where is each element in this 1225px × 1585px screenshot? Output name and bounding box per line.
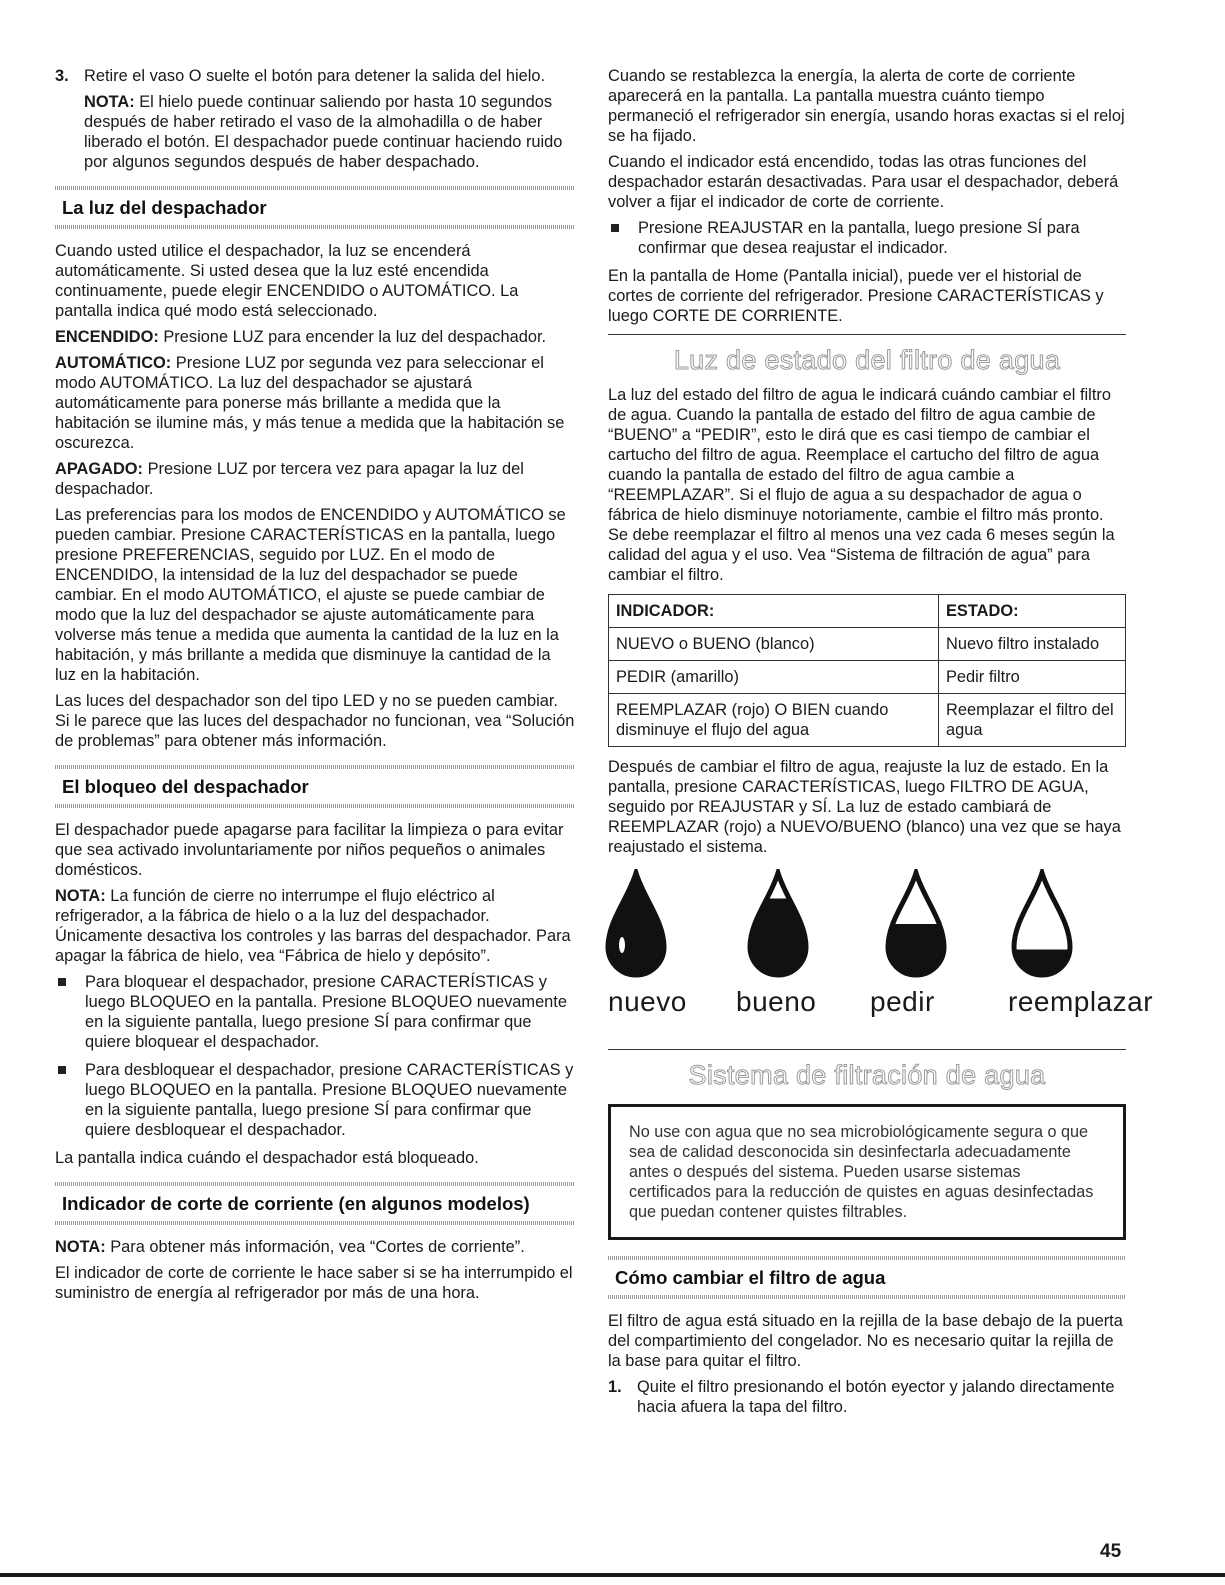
- table-cell: REEMPLAZAR (rojo) O BIEN cuando disminuye el flujo del agua: [609, 694, 939, 747]
- paragraph: Cuando usted utilice el despachador, la luz se encenderá automáticamente. Si usted desea que la luz esté encendida continuamente, puede elegir ENCENDIDO o AUTOMÁTICO. La pantalla indica qué modo está seleccionado.: [55, 242, 519, 320]
- step-number: 1.: [608, 1378, 622, 1396]
- paragraph: El indicador de corte de corriente le hace saber si se ha interrumpido el suministro de energía al refrigerador por más de una hora.: [55, 1264, 573, 1302]
- paragraph: El despachador puede apagarse para facilitar la limpieza o para evitar que sea activado involuntariamente por niños pequeños o animales domésticos.: [55, 821, 564, 879]
- right-column: [608, 66, 1154, 1423]
- table-header: ESTADO:: [939, 595, 1126, 628]
- paragraph: [55, 353, 575, 453]
- paragraph: [55, 1237, 575, 1257]
- paragraph: [55, 327, 575, 347]
- step-3: [55, 66, 575, 172]
- drop-label: pedir: [870, 986, 935, 1017]
- table-row: [609, 628, 1126, 661]
- note-text: El hielo puede continuar saliendo por hasta 10 segundos después de haber retirado el vaso de la almohadilla o de haber liberado el botón. El despachador puede continuar haciendo ruido por algunos segundos después de haber despachado.: [84, 93, 563, 171]
- table-row: [609, 694, 1126, 747]
- paragraph: El filtro de agua está situado en la rejilla de la base debajo de la puerta del compartimiento del congelador. No es necesario quitar la rejilla de la base para quitar el filtro.: [608, 1312, 1123, 1370]
- table-cell: PEDIR (amarillo): [609, 661, 939, 694]
- step-text: Quite el filtro presionando el botón eyector y jalando directamente hacia afuera la tapa del filtro.: [637, 1378, 1115, 1416]
- bullet-text: Para bloquear el despachador, presione CARACTERÍSTICAS y luego BLOQUEO en la pantalla. Presione BLOQUEO nuevamente en la siguiente pantalla, luego presione SÍ para confirmar que quiere bloquear el despachador.: [85, 973, 567, 1051]
- section-heading-corte: Indicador de corte de corriente (en algunos modelos): [55, 1182, 575, 1225]
- section-divider: [608, 334, 1126, 335]
- warning-box: [608, 1104, 1126, 1240]
- table-header-row: [609, 595, 1126, 628]
- step-1: [608, 1377, 1126, 1417]
- paragraph: Cuando el indicador está encendido, todas las otras funciones del despachador estarán desactivadas. Para usar el despachador, deberá volver a fijar el indicador de corte de corriente.: [608, 153, 1119, 211]
- paragraph: Cuando se restablezca la energía, la alerta de corte de corriente aparecerá en la pantalla. La pantalla muestra cuánto tiempo permaneció el refrigerador sin energía, usando horas exactas si el reloj se ha fijado.: [608, 67, 1125, 145]
- drop-label: bueno: [736, 986, 817, 1017]
- term-text: Presione LUZ para encender la luz del despachador.: [158, 328, 547, 346]
- drop-label: reemplazar: [1008, 986, 1154, 1017]
- drop-fill-level: [884, 924, 948, 977]
- bullet-text: Para desbloquear el despachador, presione CARACTERÍSTICAS y luego BLOQUEO en la pantalla. Presione BLOQUEO nuevamente en la siguiente pantalla, luego presione SÍ para confirmar que quiere desbloquear el despachador.: [85, 1061, 574, 1139]
- step-number: 3.: [55, 67, 69, 85]
- page-number: 45: [1100, 1541, 1122, 1562]
- table-cell: Pedir filtro: [939, 661, 1126, 694]
- paragraph: [55, 459, 575, 499]
- bullet-square-icon: [611, 224, 619, 232]
- bullet-square-icon: [58, 1066, 66, 1074]
- section-heading-bloqueo: El bloqueo del despachador: [55, 765, 575, 808]
- step-text: Retire el vaso O suelte el botón para detener la salida del hielo.: [84, 67, 546, 85]
- section-title-filter-light: Luz de estado del filtro de agua: [673, 345, 1061, 375]
- left-column: [55, 66, 575, 1309]
- bullet-item: [608, 218, 1126, 258]
- section-divider: [608, 1049, 1126, 1050]
- drop-label: nuevo: [608, 986, 687, 1017]
- term-label: APAGADO:: [55, 460, 144, 478]
- paragraph: Después de cambiar el filtro de agua, reajuste la luz de estado. En la pantalla, presione CARACTERÍSTICAS, luego FILTRO DE AGUA, seguido por REAJUSTAR y SÍ. La luz de estado cambiará de REEMPLAZAR (rojo) a NUEVO/BUENO (blanco) una vez que se haya reajustado el sistema.: [608, 758, 1121, 856]
- bullet-item: [55, 972, 575, 1052]
- term-text: Presione LUZ por tercera vez para apagar la luz del despachador.: [55, 460, 524, 498]
- table-cell: Nuevo filtro instalado: [939, 628, 1126, 661]
- table-cell: NUEVO o BUENO (blanco): [609, 628, 939, 661]
- paragraph: La luz del estado del filtro de agua le indicará cuándo cambiar el filtro de agua. Cuando la pantalla de estado del filtro de agua cambie de “BUENO” a “PEDIR”, esto le dirá que es casi tiempo de cambiar el cartucho del filtro de agua. Reemplace el cartucho del filtro de agua cuando la pantalla de estado del filtro de agua cambie a “REEMPLAZAR”. Si el flujo de agua a su despachador de agua o fábrica de hielo disminuye notoriamente, cambie el filtro más pronto. Se debe reemplazar el filtro al menos una vez cada 6 meses según la calidad del agua y el uso. Vea “Sistema de filtración de agua” para cambiar el filtro.: [608, 386, 1115, 584]
- section-heading-luz: La luz del despachador: [55, 186, 575, 229]
- note: [84, 92, 575, 172]
- term-text: Presione LUZ por segunda vez para seleccionar el modo AUTOMÁTICO. La luz del despachador se ajustará automáticamente para ponerse más brillante a medida que la habitación se ilumine más, y más tenue a medida que la habitación se oscurezca.: [55, 354, 565, 452]
- filter-status-table: [608, 594, 1126, 747]
- note-label: NOTA:: [84, 93, 135, 111]
- table-row: [609, 661, 1126, 694]
- bullet-item: [55, 1060, 575, 1140]
- table-header: INDICADOR:: [609, 595, 939, 628]
- bullet-text: Presione REAJUSTAR en la pantalla, luego presione SÍ para confirmar que desea reajustar el indicador.: [638, 219, 1080, 257]
- section-heading-change-filter: Cómo cambiar el filtro de agua: [608, 1256, 1126, 1299]
- warning-text: No use con agua que no sea microbiológicamente segura o que sea de calidad desconocida sin desinfectarla adecuadamente antes o después del sistema. Pueden usarse sistemas certificados para la reducción de quistes en aguas desinfectadas que puedan contener quistes filtrables.: [629, 1123, 1094, 1221]
- note-label: NOTA:: [55, 887, 106, 905]
- water-drop-icon: [884, 869, 948, 981]
- note-label: NOTA:: [55, 1238, 106, 1256]
- paragraph: [55, 886, 575, 966]
- note-text: La función de cierre no interrumpe el flujo eléctrico al refrigerador, a la fábrica de hielo o a la luz del despachador. Únicamente desactiva los controles y las barras del despachador. Para apagar la fábrica de hielo, vea “Fábrica de hielo y depósito”.: [55, 887, 571, 965]
- note-text: Para obtener más información, vea “Cortes de corriente”.: [105, 1238, 525, 1256]
- table-cell: Reemplazar el filtro del agua: [939, 694, 1126, 747]
- bottom-rule: [0, 1573, 1225, 1577]
- bullet-square-icon: [58, 978, 66, 986]
- filter-status-drops: [608, 869, 1154, 1029]
- term-label: ENCENDIDO:: [55, 328, 159, 346]
- paragraph: Las preferencias para los modos de ENCENDIDO y AUTOMÁTICO se pueden cambiar. Presione CARACTERÍSTICAS en la pantalla, luego presione PREFERENCIAS, seguido por LUZ. En el modo de ENCENDIDO, la intensidad de la luz del despachador se puede cambiar. En el modo AUTOMÁTICO, el ajuste se puede cambiar de modo que la luz del despachador se ajuste automáticamente para volverse más tenue a medida que aumenta la cantidad de la luz en la habitación, y más brillante a medida que disminuye la cantidad de la luz en la habitación.: [55, 506, 566, 684]
- term-label: AUTOMÁTICO:: [55, 354, 172, 372]
- water-drop-icon: [1010, 869, 1074, 981]
- language-side-tab: [1148, 812, 1208, 1060]
- section-title-filtration: Sistema de filtración de agua: [688, 1060, 1046, 1090]
- drop-highlight: [619, 937, 625, 953]
- water-drop-icon: [746, 869, 810, 981]
- water-drop-icon: [604, 869, 668, 981]
- paragraph: La pantalla indica cuándo el despachador está bloqueado.: [55, 1149, 479, 1167]
- paragraph: En la pantalla de Home (Pantalla inicial), puede ver el historial de cortes de corriente del refrigerador. Presione CARACTERÍSTICAS y luego CORTE DE CORRIENTE.: [608, 267, 1104, 325]
- paragraph: Las luces del despachador son del tipo LED y no se pueden cambiar. Si le parece que las luces del despachador no funcionan, vea “Solución de problemas” para obtener más información.: [55, 692, 575, 750]
